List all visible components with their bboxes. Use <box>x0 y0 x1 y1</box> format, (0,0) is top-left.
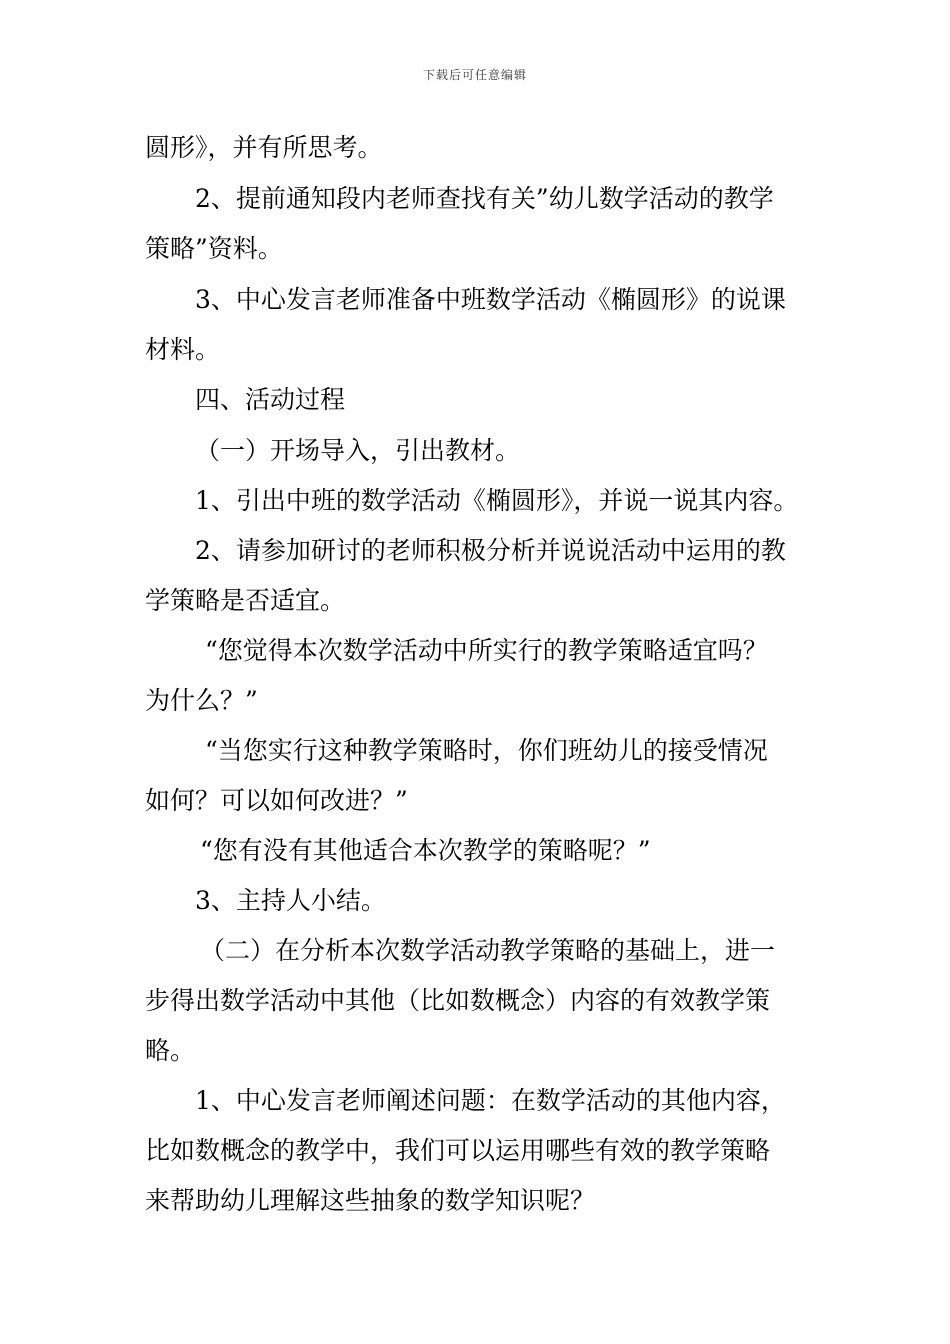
text-line: 四、活动过程 <box>195 385 346 414</box>
text-line: 3、主持人小结。 <box>195 886 386 915</box>
text-line: （二）在分析本次数学活动教学策略的基础上，进一 <box>200 936 776 965</box>
text-line: （一）开场导入，引出教材。 <box>195 436 521 465</box>
text-line: 如何？可以如何改进？” <box>145 786 408 815</box>
text-line: 1、中心发言老师阐述问题：在数学活动的其他内容， <box>195 1086 786 1115</box>
text-line: “您有没有其他适合本次教学的策略呢？” <box>200 836 651 865</box>
text-line: 3、中心发言老师准备中班数学活动《椭圆形》的说课 <box>195 285 786 314</box>
text-line: 学策略是否适宜。 <box>145 586 346 615</box>
text-line: 材料。 <box>145 335 221 364</box>
text-line: 来帮助幼儿理解这些抽象的数学知识呢？ <box>145 1186 596 1215</box>
text-line: “当您实行这种教学策略时，你们班幼儿的接受情况 <box>205 736 768 765</box>
text-line: 步得出数学活动中其他（比如数概念）内容的有效教学策 <box>145 986 771 1015</box>
text-line: 为什么？” <box>145 686 258 715</box>
text-line: 2、请参加研讨的老师积极分析并说说活动中运用的教 <box>195 536 786 565</box>
page-header: 下载后可任意编辑 <box>422 68 527 82</box>
text-line: 1、引出中班的数学活动《椭圆形》，并说一说其内容。 <box>195 486 799 515</box>
text-line: 策略”资料。 <box>145 234 283 263</box>
text-line: 圆形》，并有所思考。 <box>145 133 383 162</box>
text-line: 略。 <box>145 1036 196 1065</box>
text-line: “您觉得本次数学活动中所实行的教学策略适宜吗？ <box>205 636 768 665</box>
text-line: 比如数概念的教学中，我们可以运用哪些有效的教学策略 <box>145 1136 771 1165</box>
text-line: 2、提前通知段内老师查找有关”幼儿数学活动的教学 <box>195 184 774 213</box>
